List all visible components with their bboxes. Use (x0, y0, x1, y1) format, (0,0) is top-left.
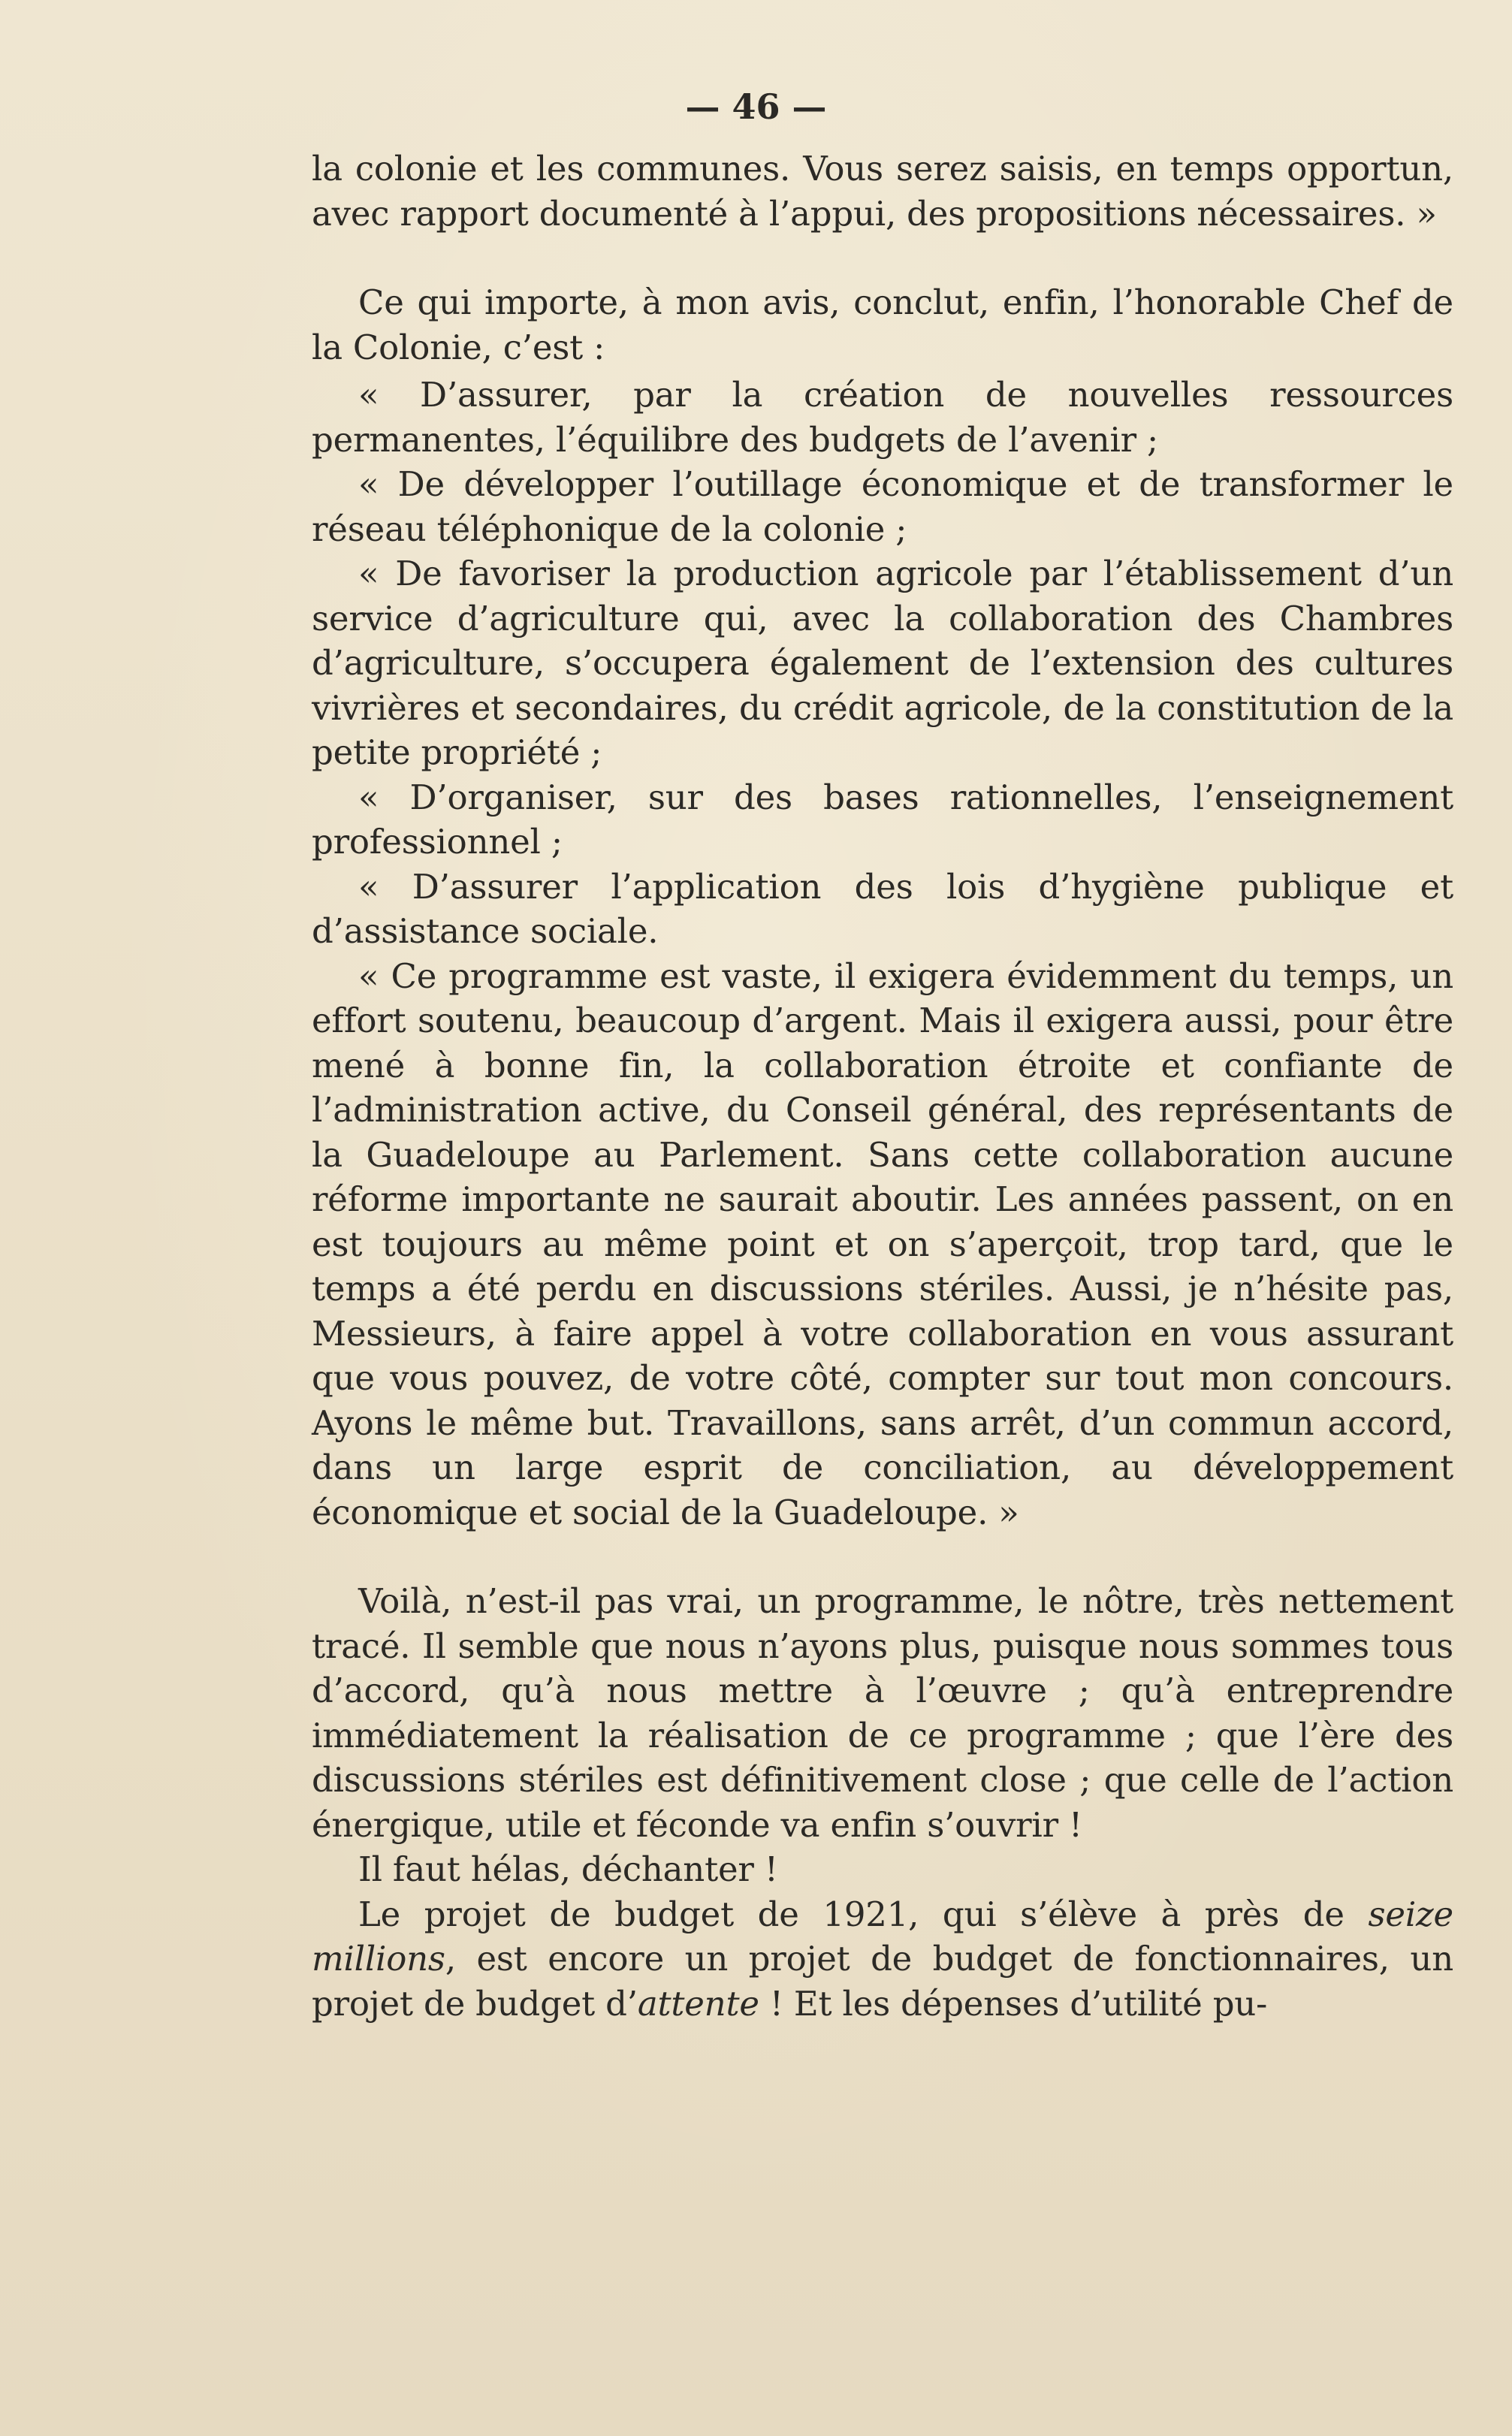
paragraph-11-italic-2: attente (637, 1983, 759, 2024)
paragraph-6: « D’organiser, sur des bases rationnelles, l’enseignement professionnel ; (312, 777, 1453, 862)
paragraph-11-part-3: ! Et les dépenses d’utilité pu- (759, 1983, 1268, 2024)
paragraph-7: « D’assurer l’application des lois d’hygiène publique et d’assistance sociale. (312, 866, 1453, 951)
paragraph-11-part-2: , est encore un projet de budget de fonctionnaires, un projet de budget d’ (312, 1939, 1453, 2024)
body-text (312, 146, 1453, 2026)
paragraph-11-part-1: Le projet de budget de 1921, qui s’élève à près de (358, 1894, 1369, 1934)
paragraph-2: Ce qui importe, à mon avis, conclut, enfin, l’honorable Chef de la Colonie, c’est : (312, 282, 1453, 367)
paragraph-5: « De favoriser la production agricole par l’établissement d’un service d’agriculture qui, avec la collaboration des Chambres d’agriculture, s’occupera également de l’extension des cultures vivrières et secondaires, du crédit agricole, de la constitution de la petite propriété ; (312, 554, 1453, 772)
paragraph-3: « D’assurer, par la création de nouvelles ressources permanentes, l’équilibre des budgets de l’avenir ; (312, 375, 1453, 460)
paragraph-1: la colonie et les communes. Vous serez saisis, en temps opportun, avec rapport documenté à l’appui, des propositions nécessaires. » (312, 149, 1453, 234)
paragraph-11 (312, 1892, 1453, 2027)
paragraph-8: « Ce programme est vaste, il exigera évidemment du temps, un effort soutenu, beaucoup d’argent. Mais il exigera aussi, pour être mené à bonne fin, la collaboration étroite et confiante de l’administration active, du Conseil général, des représentants de la Guadeloupe au Parlement. Sans cette collaboration aucune réforme importante ne saurait aboutir. Les années passent, on en est toujours au même point et on s’aperçoit, trop tard, que le temps a été perdu en discussions stériles. Aussi, je n’hésite pas, Messieurs, à faire appel à votre collaboration en vous assurant que vous pouvez, de votre côté, compter sur tout mon concours. Ayons le même but. Travaillons, sans arrêt, d’un commun accord, dans un large esprit de conciliation, au développement économique et social de la Guadeloupe. » (312, 955, 1453, 1532)
paragraph-11-italic-1: seize millions (312, 1894, 1453, 1979)
paragraph-4: « De développer l’outillage économique et de transformer le réseau téléphonique de la colonie ; (312, 464, 1453, 549)
paragraph-10: Il faut hélas, déchanter ! (358, 1849, 778, 1889)
paragraph-9: Voilà, n’est-il pas vrai, un programme, le nôtre, très nettement tracé. Il semble que nous n’ayons plus, puisque nous sommes tous d’accord, qu’à nous mettre à l’œuvre ; qu’à entreprendre immédiatement la réalisation de ce programme ; que l’ère des discussions stériles est définitivement close ; que celle de l’action énergique, utile et féconde va enfin s’ouvrir ! (312, 1581, 1453, 1845)
page-number: — 46 — (685, 86, 827, 127)
